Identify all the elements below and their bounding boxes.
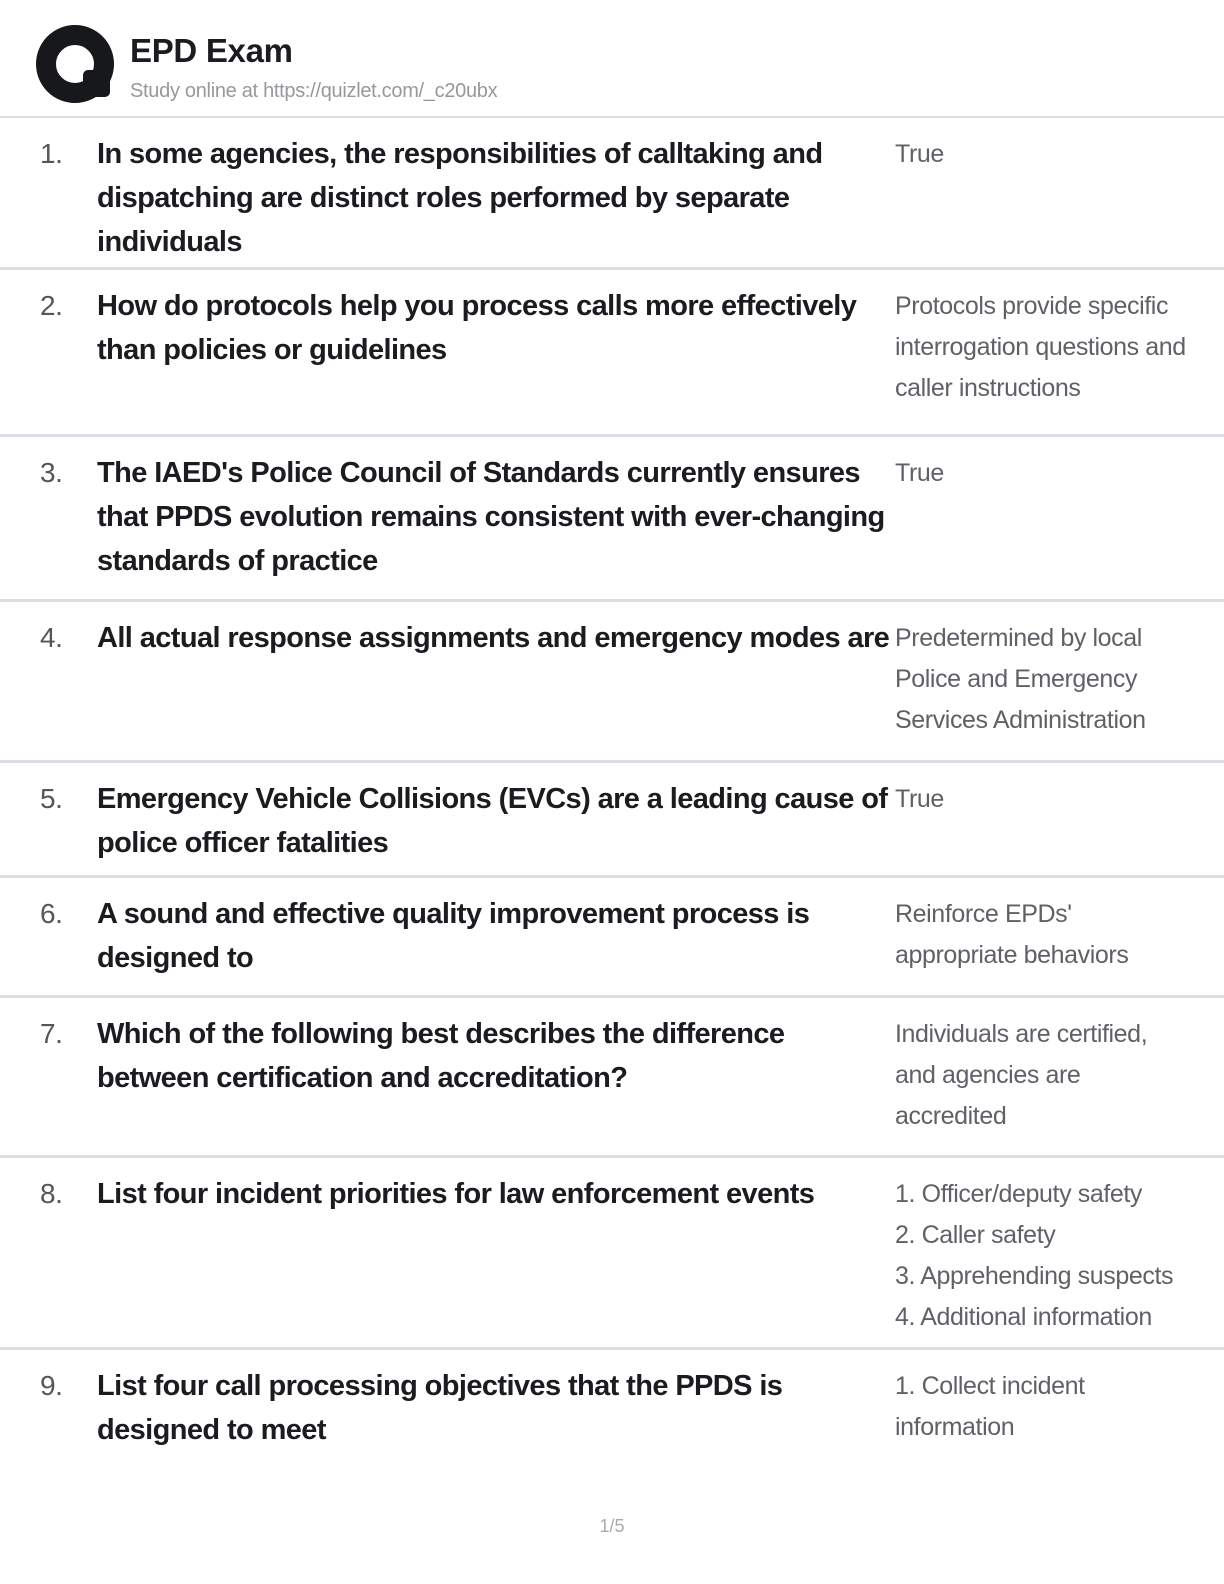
qa-row [0,270,1224,437]
qa-row [0,1350,1224,1516]
qa-row [0,763,1224,878]
page-indicator: 1/5 [599,1516,625,1536]
question-number: 9. [40,1370,63,1401]
answer-line: Reinforce EPDs' appropriate behaviors [895,900,1129,969]
question-text: List four call processing objectives that the PPDS is designed to meet [97,1370,783,1446]
question-number: 6. [40,898,63,929]
question-text: The IAED's Police Council of Standards currently ensures that PPDS evolution remains consistent with ever-changing standards of practice [97,457,885,577]
answer-cell [895,1364,1194,1448]
question-text: How do protocols help you process calls more effectively than policies or guidelines [97,290,857,366]
answer-cell [895,616,1194,741]
study-online-url: Study online at https://quizlet.com/_c20ubx [130,80,498,102]
question-text: In some agencies, the responsibilities of calltaking and dispatching are distinct roles performed by separate individuals [97,138,823,258]
question-text: List four incident priorities for law enforcement events [97,1178,815,1210]
answer-line: True [895,785,944,813]
answer-line: True [895,140,944,168]
question-text: Emergency Vehicle Collisions (EVCs) are a leading cause of police officer fatalities [97,783,888,859]
question-text: All actual response assignments and emergency modes are [97,622,890,654]
question-number: 7. [40,1018,63,1049]
question-number: 1. [40,138,63,169]
page-header [0,0,1224,118]
answer-cell [895,1172,1194,1338]
page-title: EPD Exam [130,32,293,69]
question-number: 3. [40,457,63,488]
answer-line: Protocols provide specific interrogation questions and caller instructions [895,292,1186,402]
qa-row [0,602,1224,763]
qa-row [0,998,1224,1158]
answer-line: 1. Officer/deputy safety [895,1180,1143,1208]
answer-cell [895,777,1194,820]
answer-cell [895,132,1194,175]
answer-line: 2. Caller safety [895,1221,1056,1249]
question-number: 4. [40,622,63,653]
answer-line: 3. Apprehending suspects [895,1262,1174,1290]
answer-line: 1. Collect incident information [895,1372,1085,1441]
quizlet-q-logo-icon [36,25,114,103]
answer-line: Individuals are certified, and agencies are accredited [895,1020,1148,1130]
question-number: 5. [40,783,63,814]
answer-cell [895,892,1194,976]
answer-cell [895,451,1194,494]
question-number: 2. [40,290,63,321]
answer-line: 4. Additional information [895,1303,1152,1331]
answer-cell [895,1012,1194,1137]
question-text: A sound and effective quality improvement process is designed to [97,898,810,974]
answer-line: Predetermined by local Police and Emergency Services Administration [895,624,1146,734]
answer-line: True [895,459,944,487]
qa-row [0,118,1224,270]
answer-cell [895,284,1194,409]
question-number: 8. [40,1178,63,1209]
question-text: Which of the following best describes the difference between certification and accreditation? [97,1018,785,1094]
qa-row [0,1158,1224,1350]
qa-row [0,437,1224,602]
qa-row [0,878,1224,998]
